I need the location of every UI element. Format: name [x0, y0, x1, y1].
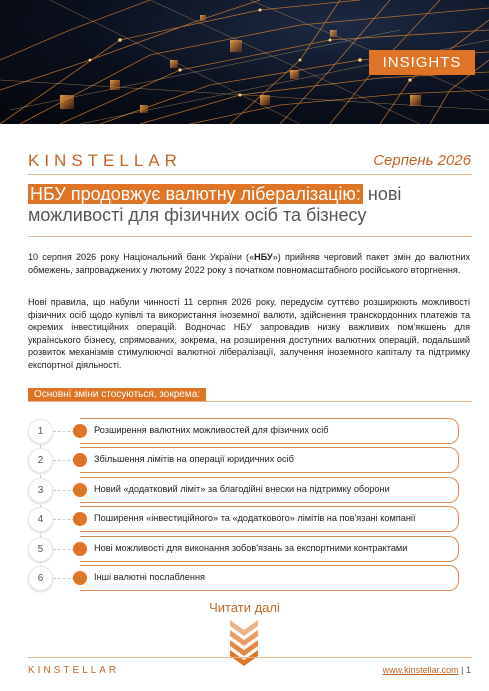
changes-section-label: Основні зміни стосуються, зокрема: [28, 388, 206, 402]
change-item-label: Збільшення лімітів на операції юридичних осіб [94, 454, 294, 464]
intro-text-end: ») прийняв черговий пакет змін до валютних обмежень, запроваджених у лютому 2022 року з початком повномасштабного російського вторгнення. [28, 252, 470, 275]
insights-badge: INSIGHTS [369, 50, 475, 75]
bullet-dot-icon [73, 483, 87, 497]
footer-meta [383, 665, 471, 675]
bullet-dot-icon [73, 453, 87, 467]
bullet-dot-icon [73, 424, 87, 438]
change-item-label: Поширення «інвестиційного» та «додаткового» лімітів на пов'язані компанії [94, 513, 416, 523]
read-more-link[interactable]: Читати далі [209, 600, 280, 615]
connector-dash [53, 578, 75, 579]
change-item [28, 507, 468, 531]
footer-brand-logo: KINSTELLAR [28, 665, 120, 676]
change-item-label: Нові можливості для виконання зобов'язань за експортними контрактами [94, 543, 408, 553]
page-title [28, 184, 468, 226]
rules-paragraph: Нові правила, що набули чинності 11 серпня 2026 року, передусім суттєво розширюють можливості фізичних осіб щодо купівлі та використання іноземної валюти, здійснення транскордонних платежів та окремих інвестиційних операцій. Водночас НБУ запровадив низку важливих пом'якшень для українського бізнесу, спрямованих, зокрема, на розширення доступних валютних операцій, подальший розвиток механізмів стимулюючої валютної лібералізації, залучення іноземного капіталу та підтримку експортної діяльності. [28, 297, 470, 370]
connector-dash [53, 490, 75, 491]
intro-paragraph [28, 251, 470, 276]
change-item [28, 478, 468, 502]
change-item [28, 566, 468, 590]
bullet-dot-icon [73, 512, 87, 526]
connector-dash [53, 460, 75, 461]
change-item-label: Новий «додатковий ліміт» за благодійні внески на підтримку оборони [94, 484, 390, 494]
connector-dash [53, 431, 75, 432]
section-divider [28, 401, 472, 402]
change-item-number: 1 [28, 419, 53, 444]
connector-dash [53, 549, 75, 550]
change-item [28, 448, 468, 472]
change-item-number: 6 [28, 566, 53, 591]
change-item-number: 3 [28, 478, 53, 503]
title-divider [28, 236, 472, 237]
change-item-label: Розширення валютних можливостей для фізичних осіб [94, 425, 329, 435]
header-divider [28, 174, 472, 175]
change-item-label: Інші валютні послаблення [94, 572, 205, 582]
title-highlight: НБУ продовжує валютну лібералізацію: [30, 184, 361, 204]
issue-date: Серпень 2026 [373, 152, 471, 169]
change-item-number: 5 [28, 537, 53, 562]
change-item-number: 4 [28, 507, 53, 532]
footer-divider [28, 657, 472, 658]
footer-separator: | [461, 665, 464, 675]
chevron-down-icon[interactable] [230, 620, 258, 666]
intro-bold-nbu: НБУ [254, 252, 273, 262]
header-banner [0, 0, 489, 124]
change-item [28, 419, 468, 443]
connector-dash [53, 519, 75, 520]
page-number: 1 [465, 665, 471, 675]
bullet-dot-icon [73, 571, 87, 585]
change-item-number: 2 [28, 448, 53, 473]
change-item [28, 537, 468, 561]
title-rest: нові можливості для фізичних осіб та бізнесу [28, 184, 402, 225]
bullet-dot-icon [73, 542, 87, 556]
intro-text-start: 10 серпня 2026 року Національний банк України (« [28, 252, 255, 262]
brand-logo: KINSTELLAR [28, 151, 182, 170]
website-link[interactable]: www.kinstellar.com [382, 665, 459, 675]
